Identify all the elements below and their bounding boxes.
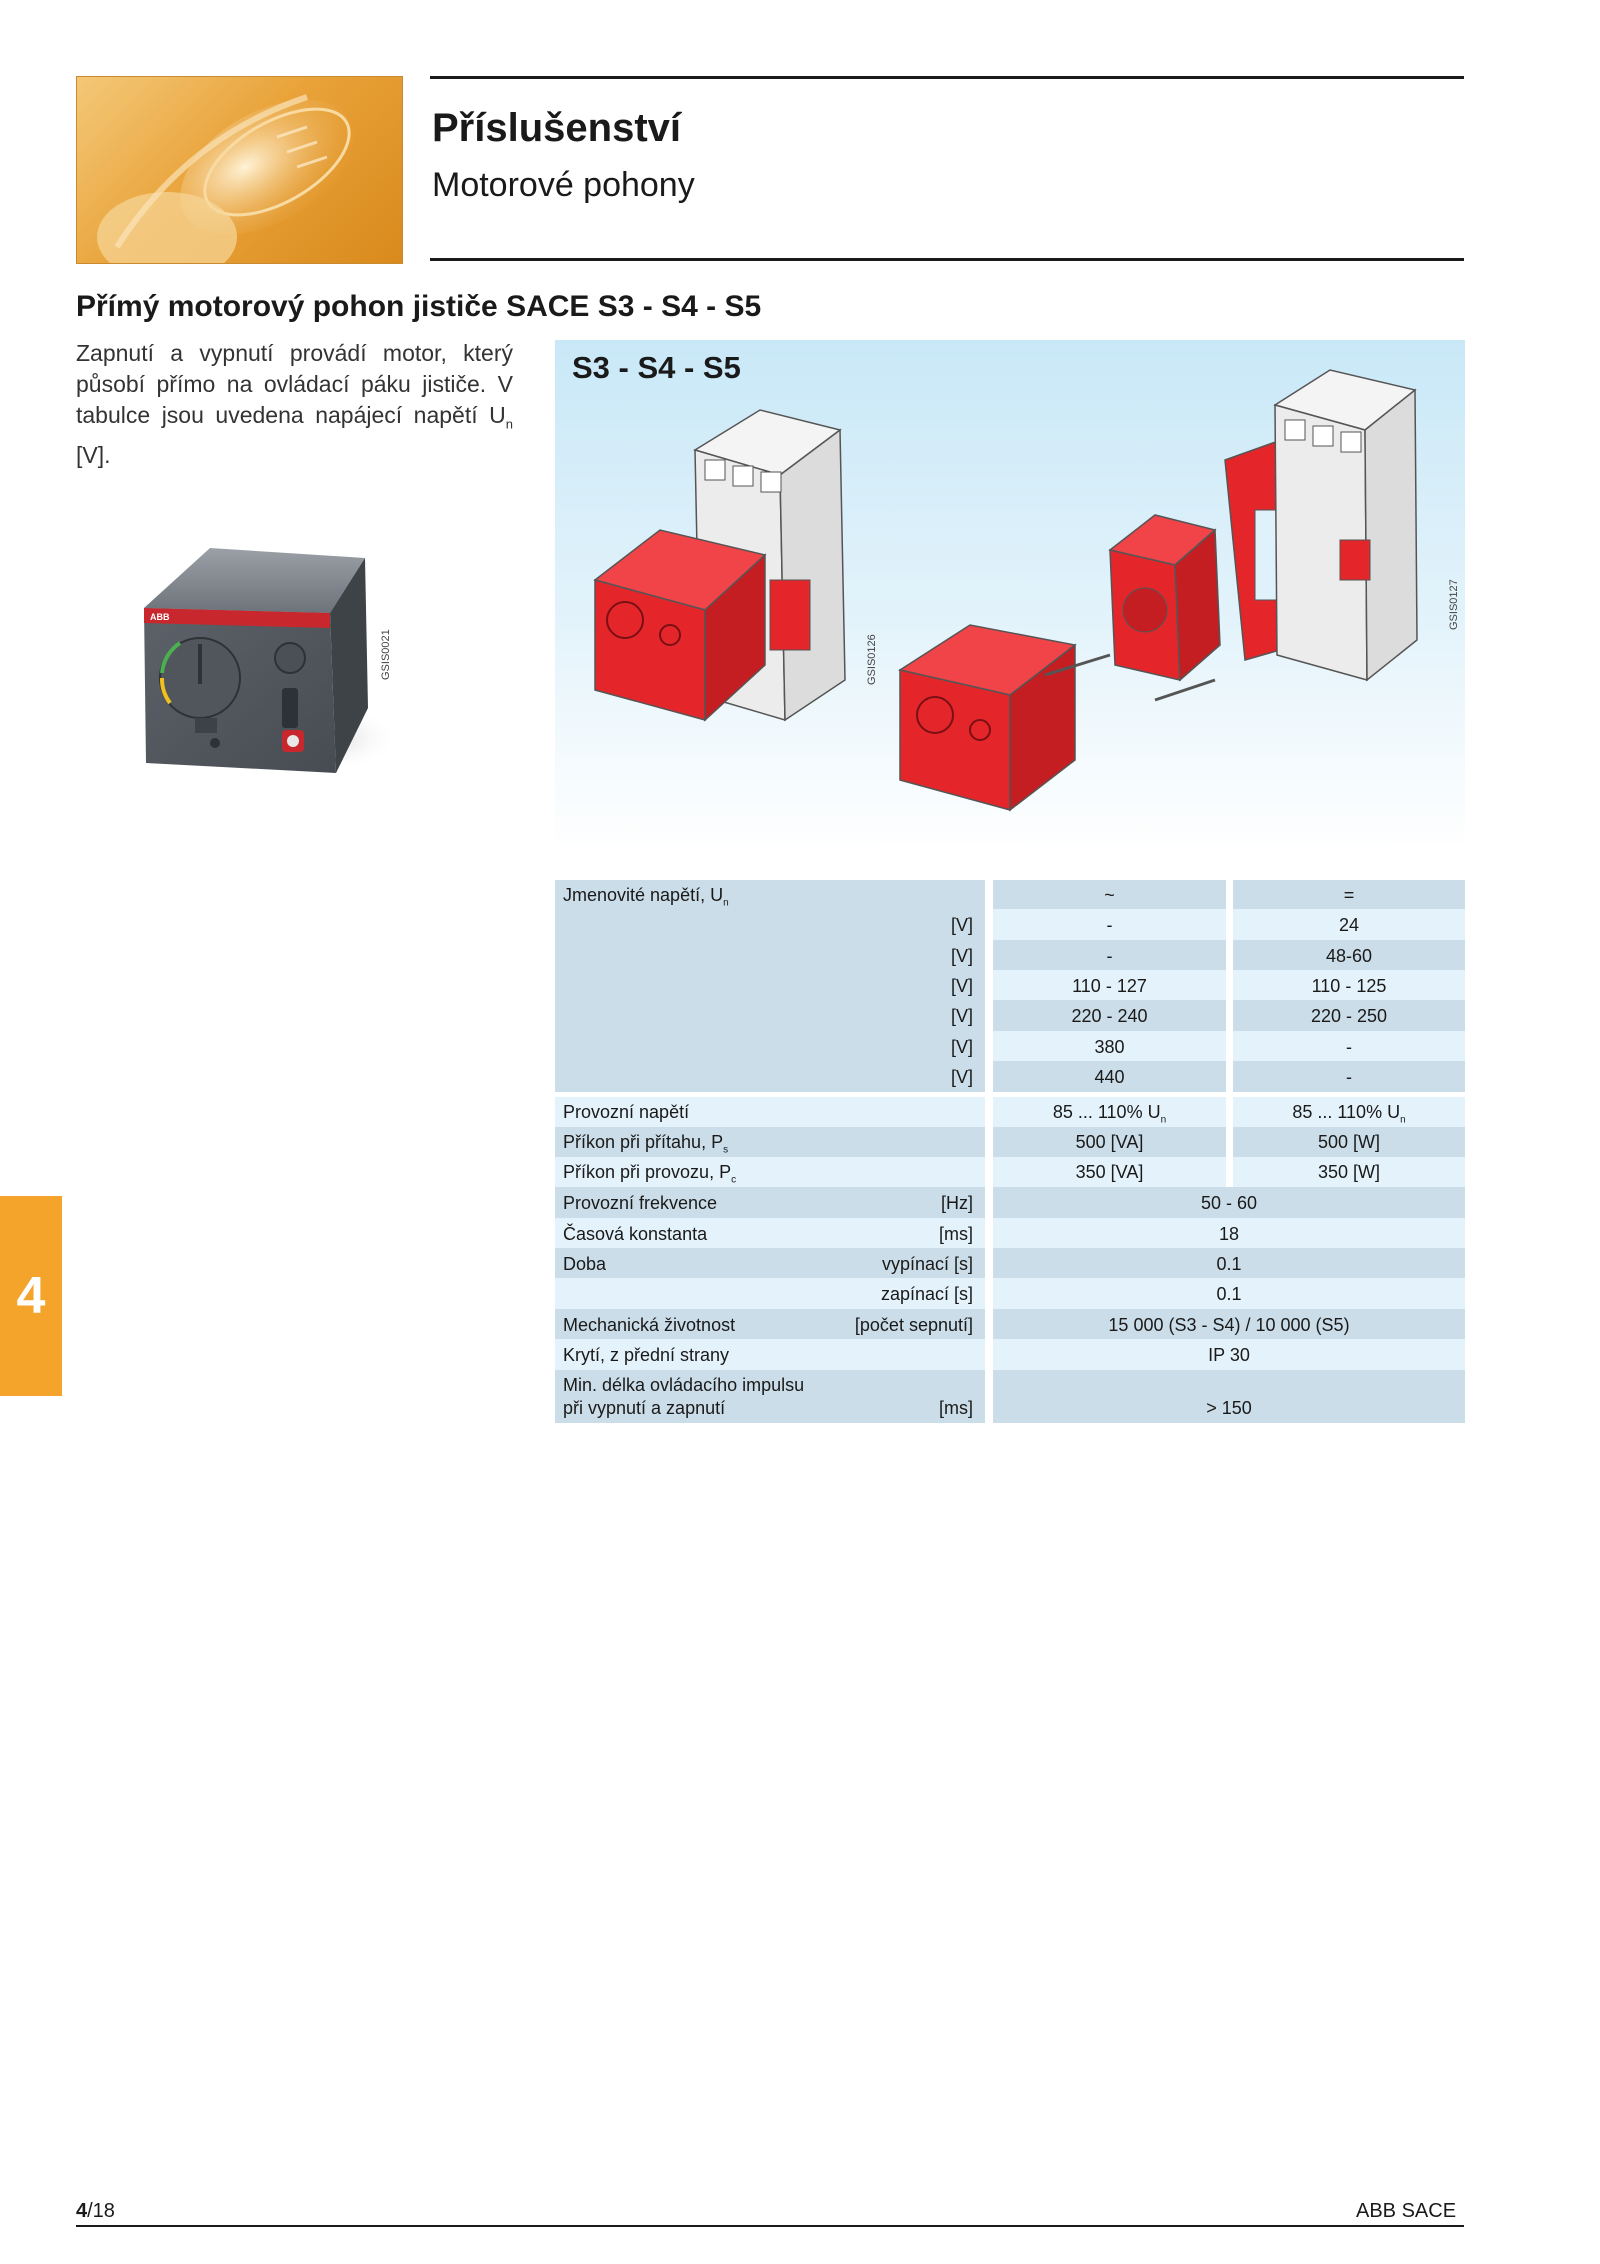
row-label: Příkon při provozu, P bbox=[563, 1162, 732, 1182]
row-label: Časová konstanta bbox=[563, 1224, 708, 1244]
ac-value: 220 - 240 bbox=[1071, 1006, 1148, 1026]
dc-cell bbox=[1233, 909, 1465, 940]
figure-panel bbox=[555, 340, 1465, 850]
dc-cell bbox=[1233, 1157, 1465, 1187]
merged-value: > 150 bbox=[1206, 1398, 1252, 1418]
page-number bbox=[76, 2200, 115, 2223]
ac-value: 500 [VA] bbox=[1075, 1132, 1144, 1152]
ac-cell bbox=[993, 1127, 1226, 1157]
row-unit: [V] bbox=[950, 1006, 973, 1026]
ac-cell bbox=[993, 970, 1226, 1000]
ac-value: 110 - 127 bbox=[1072, 976, 1147, 996]
row-label-cell bbox=[555, 1339, 985, 1370]
dc-header: = bbox=[1343, 885, 1355, 905]
row-label-cell bbox=[555, 1248, 985, 1278]
dc-value: - bbox=[1346, 1037, 1352, 1057]
ac-cell bbox=[993, 1157, 1226, 1187]
ac-header-cell bbox=[993, 880, 1226, 909]
row-label-cell bbox=[555, 1278, 985, 1309]
figure-code-left: GSIS0126 bbox=[866, 634, 878, 685]
merged-value: 0.1 bbox=[1216, 1254, 1242, 1274]
row-unit: [V] bbox=[950, 1037, 973, 1057]
section-title: Přímý motorový pohon jističe SACE S3 - S4 - S5 bbox=[76, 290, 762, 323]
ac-value: 85 ... 110% U bbox=[1052, 1102, 1161, 1122]
page-title: Příslušenství bbox=[432, 106, 682, 150]
breaker-right bbox=[1275, 370, 1417, 680]
table-row bbox=[555, 940, 1465, 970]
row-label: Doba bbox=[563, 1254, 607, 1274]
table-row bbox=[555, 909, 1465, 940]
dc-value: 24 bbox=[1338, 915, 1360, 935]
table-row bbox=[555, 1000, 1465, 1031]
merged-value: 18 bbox=[1218, 1224, 1240, 1244]
row-label-line2: při vypnutí a zapnutí bbox=[563, 1398, 726, 1418]
chapter-tab: 4 bbox=[0, 1196, 62, 1396]
dc-value: - bbox=[1346, 1067, 1352, 1087]
row-label-cell bbox=[555, 970, 985, 1000]
table-row bbox=[555, 880, 1465, 909]
row-unit: [V] bbox=[950, 946, 973, 966]
table-row bbox=[555, 1061, 1465, 1092]
table-row bbox=[555, 1309, 1465, 1339]
motor-operator-photo bbox=[140, 548, 390, 780]
row-unit: [počet sepnutí] bbox=[854, 1315, 973, 1335]
row-label-cell bbox=[555, 880, 985, 909]
table-row bbox=[555, 1097, 1465, 1127]
table-row bbox=[555, 1157, 1465, 1187]
row-label-cell bbox=[555, 1127, 985, 1157]
page-number-bold: 4 bbox=[76, 2200, 88, 2222]
row-label-cell bbox=[555, 1187, 985, 1218]
dc-value: 350 [W] bbox=[1317, 1162, 1381, 1182]
merged-value: 50 - 60 bbox=[1200, 1193, 1258, 1213]
photo-code: GSIS0021 bbox=[380, 629, 392, 680]
row-label-sub: c bbox=[731, 1174, 737, 1186]
table-row bbox=[555, 1370, 1465, 1423]
merged-value-cell bbox=[993, 1278, 1465, 1309]
row-unit: [ms] bbox=[939, 1224, 973, 1244]
header-rule-bottom bbox=[430, 258, 1464, 261]
dc-value: 500 [W] bbox=[1317, 1132, 1381, 1152]
table-row bbox=[555, 1248, 1465, 1278]
ac-cell bbox=[993, 1031, 1226, 1061]
row-unit: [ms] bbox=[939, 1398, 973, 1418]
intro-tail: [V]. bbox=[76, 441, 111, 468]
dc-header-cell bbox=[1233, 880, 1465, 909]
row-label-cell bbox=[555, 1157, 985, 1187]
ac-value: 440 bbox=[1094, 1067, 1125, 1087]
motor-red-center bbox=[900, 625, 1075, 810]
ac-cell bbox=[993, 1097, 1226, 1127]
table-row bbox=[555, 1218, 1465, 1248]
row-unit: zapínací [s] bbox=[880, 1284, 973, 1304]
ac-cell bbox=[993, 909, 1226, 940]
ac-cell bbox=[993, 1000, 1226, 1031]
ac-cell bbox=[993, 940, 1226, 970]
row-label-cell bbox=[555, 940, 985, 970]
table-row bbox=[555, 1187, 1465, 1218]
merged-value-cell bbox=[993, 1309, 1465, 1339]
table-row bbox=[555, 1339, 1465, 1370]
dc-cell bbox=[1233, 1000, 1465, 1031]
merged-value: 0.1 bbox=[1216, 1284, 1242, 1304]
row-label: Mechanická životnost bbox=[563, 1315, 736, 1335]
ac-value: 380 bbox=[1094, 1037, 1125, 1057]
rugby-ball-picture bbox=[77, 77, 402, 263]
ac-value-sub: n bbox=[1160, 1114, 1167, 1126]
row-label-cell bbox=[555, 1000, 985, 1031]
merged-value-cell bbox=[993, 1339, 1465, 1370]
dc-value: 110 - 125 bbox=[1311, 976, 1387, 996]
header-rule-top bbox=[430, 76, 1464, 79]
row-unit: vypínací [s] bbox=[881, 1254, 973, 1274]
row-label-cell bbox=[555, 909, 985, 940]
table-row bbox=[555, 1031, 1465, 1061]
dc-cell bbox=[1233, 1031, 1465, 1061]
row-label-cell bbox=[555, 1061, 985, 1092]
row-label-sub: s bbox=[723, 1144, 729, 1156]
page-number-rest: /18 bbox=[87, 2200, 115, 2222]
dc-cell bbox=[1233, 1097, 1465, 1127]
exploded-assembly-drawing bbox=[555, 340, 1465, 850]
dc-value: 85 ... 110% U bbox=[1292, 1102, 1401, 1122]
intro-text: Zapnutí a vypnutí provádí motor, který působí přímo na ovládací páku jističe. V tabulce jsou uvedena napájecí napětí U bbox=[76, 340, 513, 428]
page-subtitle: Motorové pohony bbox=[432, 166, 695, 204]
ac-cell bbox=[993, 1061, 1226, 1092]
row-label-cell bbox=[555, 1031, 985, 1061]
figure-code-right: GSIS0127 bbox=[1448, 579, 1460, 630]
header-image bbox=[76, 76, 403, 264]
merged-value-cell bbox=[993, 1187, 1465, 1218]
row-label: Provozní napětí bbox=[563, 1102, 690, 1122]
ac-value: 350 [VA] bbox=[1075, 1162, 1144, 1182]
dc-value-sub: n bbox=[1400, 1114, 1406, 1126]
row-unit: [V] bbox=[950, 915, 973, 935]
row-label-cell bbox=[555, 1218, 985, 1248]
dc-value: 220 - 250 bbox=[1310, 1006, 1388, 1026]
table-row bbox=[555, 1127, 1465, 1157]
ac-value: - bbox=[1106, 946, 1113, 966]
dc-cell bbox=[1233, 970, 1465, 1000]
merged-value-cell bbox=[993, 1218, 1465, 1248]
table-row bbox=[555, 970, 1465, 1000]
row-label: Jmenovité napětí, U bbox=[563, 885, 724, 905]
row-label: Příkon při přítahu, P bbox=[563, 1132, 724, 1152]
row-unit: [V] bbox=[950, 1067, 973, 1087]
row-label: Min. délka ovládacího impulsu bbox=[563, 1375, 805, 1395]
row-label: Krytí, z přední strany bbox=[563, 1345, 730, 1365]
photo-brand: ABB bbox=[150, 612, 170, 622]
footer-brand: ABB SACE bbox=[1356, 2200, 1457, 2222]
merged-value-cell bbox=[993, 1370, 1465, 1423]
row-label-sub: n bbox=[723, 897, 729, 909]
dc-cell bbox=[1233, 1061, 1465, 1092]
figure-label: S3 - S4 - S5 bbox=[572, 350, 741, 385]
row-label: Provozní frekvence bbox=[563, 1193, 718, 1213]
dc-cell bbox=[1233, 1127, 1465, 1157]
row-label-cell bbox=[555, 1097, 985, 1127]
intro-subscript: n bbox=[505, 416, 513, 432]
row-label-cell bbox=[555, 1370, 985, 1423]
merged-value-cell bbox=[993, 1248, 1465, 1278]
table-row bbox=[555, 1278, 1465, 1309]
row-unit: [V] bbox=[950, 976, 973, 996]
row-unit: [Hz] bbox=[940, 1193, 973, 1213]
merged-value: 15 000 (S3 - S4) / 10 000 (S5) bbox=[1108, 1315, 1350, 1335]
row-label-cell bbox=[555, 1309, 985, 1339]
ac-value: - bbox=[1106, 915, 1113, 935]
dc-cell bbox=[1233, 940, 1465, 970]
ac-header: ~ bbox=[1104, 885, 1115, 905]
dc-value: 48-60 bbox=[1325, 946, 1373, 966]
merged-value: IP 30 bbox=[1208, 1345, 1250, 1365]
footer-rule bbox=[76, 2225, 1464, 2227]
intro-paragraph bbox=[76, 338, 513, 471]
